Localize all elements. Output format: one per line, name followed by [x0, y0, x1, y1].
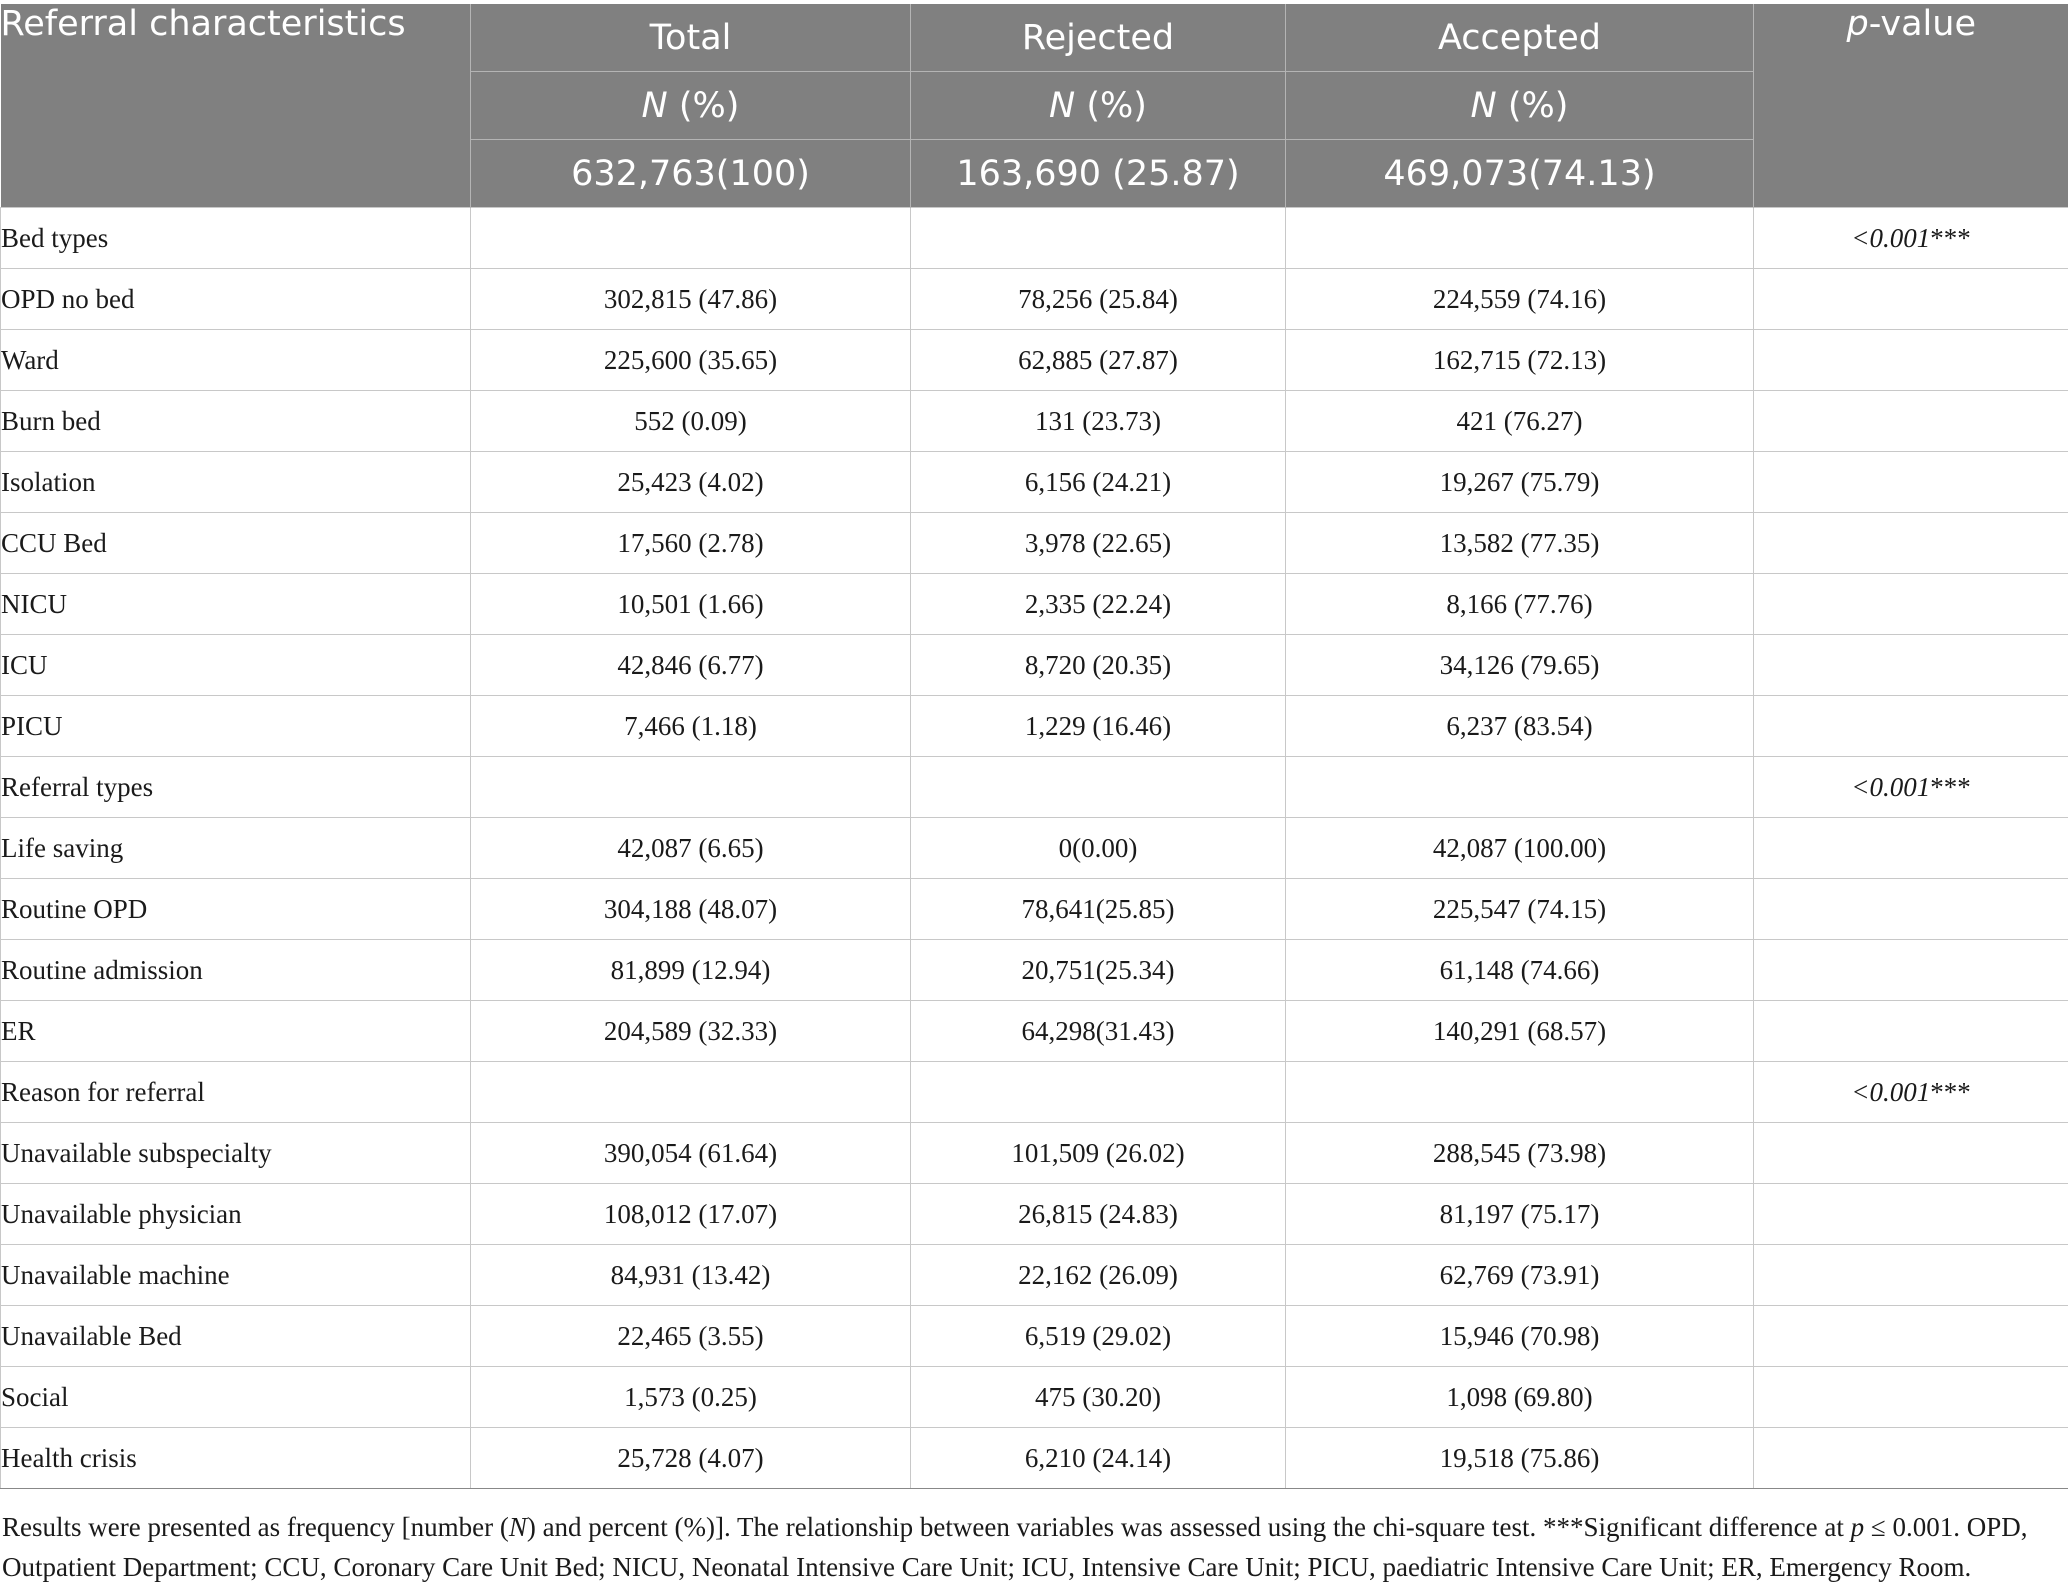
row-label: Unavailable Bed [1, 1306, 471, 1367]
cell-p-value [1754, 1245, 2068, 1306]
empty-cell [1286, 208, 1754, 269]
table-row [1, 818, 2068, 879]
cell-accepted: 19,518 (75.86) [1286, 1428, 1754, 1489]
row-label: Unavailable subspecialty [1, 1123, 471, 1184]
cell-accepted: 162,715 (72.13) [1286, 330, 1754, 391]
cell-p-value [1754, 269, 2068, 330]
table-row [1, 513, 2068, 574]
table-row [1, 635, 2068, 696]
header-accepted-n: N (%) [1286, 72, 1754, 140]
cell-rejected: 6,210 (24.14) [911, 1428, 1286, 1489]
table-body [1, 208, 2068, 1489]
cell-total: 42,087 (6.65) [471, 818, 911, 879]
empty-cell [1286, 757, 1754, 818]
cell-p-value [1754, 513, 2068, 574]
row-label: Social [1, 1367, 471, 1428]
empty-cell [911, 757, 1286, 818]
cell-total: 42,846 (6.77) [471, 635, 911, 696]
cell-p-value [1754, 696, 2068, 757]
cell-accepted: 140,291 (68.57) [1286, 1001, 1754, 1062]
row-label: Routine OPD [1, 879, 471, 940]
cell-p-value [1754, 940, 2068, 1001]
table-row [1, 452, 2068, 513]
cell-rejected: 78,256 (25.84) [911, 269, 1286, 330]
section-row [1, 757, 2068, 818]
cell-rejected: 62,885 (27.87) [911, 330, 1286, 391]
cell-p-value [1754, 574, 2068, 635]
cell-accepted: 15,946 (70.98) [1286, 1306, 1754, 1367]
cell-p-value [1754, 879, 2068, 940]
cell-p-value [1754, 1001, 2068, 1062]
cell-total: 304,188 (48.07) [471, 879, 911, 940]
cell-p-value [1754, 330, 2068, 391]
cell-rejected: 26,815 (24.83) [911, 1184, 1286, 1245]
row-label: ICU [1, 635, 471, 696]
row-label: CCU Bed [1, 513, 471, 574]
table-container [0, 4, 2068, 1587]
row-label: ER [1, 1001, 471, 1062]
cell-accepted: 61,148 (74.66) [1286, 940, 1754, 1001]
cell-total: 390,054 (61.64) [471, 1123, 911, 1184]
cell-total: 1,573 (0.25) [471, 1367, 911, 1428]
row-label: Routine admission [1, 940, 471, 1001]
empty-cell [471, 757, 911, 818]
cell-p-value [1754, 1184, 2068, 1245]
table-row [1, 1184, 2068, 1245]
cell-accepted: 421 (76.27) [1286, 391, 1754, 452]
cell-total: 108,012 (17.07) [471, 1184, 911, 1245]
cell-accepted: 81,197 (75.17) [1286, 1184, 1754, 1245]
cell-p-value [1754, 635, 2068, 696]
section-row [1, 1062, 2068, 1123]
cell-accepted: 62,769 (73.91) [1286, 1245, 1754, 1306]
section-row [1, 208, 2068, 269]
cell-total: 17,560 (2.78) [471, 513, 911, 574]
cell-total: 552 (0.09) [471, 391, 911, 452]
table-row [1, 330, 2068, 391]
cell-rejected: 2,335 (22.24) [911, 574, 1286, 635]
cell-accepted: 6,237 (83.54) [1286, 696, 1754, 757]
table-row [1, 269, 2068, 330]
section-p-value: <0.001*** [1754, 208, 2068, 269]
table-row [1, 1428, 2068, 1489]
cell-rejected: 6,156 (24.21) [911, 452, 1286, 513]
table-row [1, 1123, 2068, 1184]
cell-accepted: 8,166 (77.76) [1286, 574, 1754, 635]
header-referral-characteristics: Referral characteristics [1, 4, 471, 208]
section-p-value: <0.001*** [1754, 1062, 2068, 1123]
header-rejected-n: N (%) [911, 72, 1286, 140]
cell-p-value [1754, 391, 2068, 452]
cell-rejected: 3,978 (22.65) [911, 513, 1286, 574]
cell-rejected: 475 (30.20) [911, 1367, 1286, 1428]
cell-rejected: 131 (23.73) [911, 391, 1286, 452]
cell-total: 225,600 (35.65) [471, 330, 911, 391]
cell-p-value [1754, 818, 2068, 879]
row-label: Ward [1, 330, 471, 391]
table-row [1, 696, 2068, 757]
table-header [1, 4, 2068, 208]
cell-p-value [1754, 1367, 2068, 1428]
table-row [1, 1001, 2068, 1062]
cell-rejected: 64,298(31.43) [911, 1001, 1286, 1062]
table-row [1, 1245, 2068, 1306]
table-row [1, 1306, 2068, 1367]
cell-total: 81,899 (12.94) [471, 940, 911, 1001]
cell-rejected: 20,751(25.34) [911, 940, 1286, 1001]
row-label: Unavailable physician [1, 1184, 471, 1245]
cell-total: 25,728 (4.07) [471, 1428, 911, 1489]
cell-p-value [1754, 1428, 2068, 1489]
cell-accepted: 288,545 (73.98) [1286, 1123, 1754, 1184]
row-label: NICU [1, 574, 471, 635]
table-row [1, 940, 2068, 1001]
cell-total: 84,931 (13.42) [471, 1245, 911, 1306]
table-row [1, 1367, 2068, 1428]
row-label: PICU [1, 696, 471, 757]
header-rejected: Rejected [911, 4, 1286, 72]
cell-total: 22,465 (3.55) [471, 1306, 911, 1367]
cell-p-value [1754, 1123, 2068, 1184]
header-accepted-count: 469,073(74.13) [1286, 140, 1754, 208]
cell-accepted: 13,582 (77.35) [1286, 513, 1754, 574]
section-label: Bed types [1, 208, 471, 269]
section-label: Reason for referral [1, 1062, 471, 1123]
cell-total: 204,589 (32.33) [471, 1001, 911, 1062]
empty-cell [911, 208, 1286, 269]
table-row [1, 879, 2068, 940]
header-rejected-count: 163,690 (25.87) [911, 140, 1286, 208]
cell-rejected: 78,641(25.85) [911, 879, 1286, 940]
header-accepted: Accepted [1286, 4, 1754, 72]
empty-cell [471, 1062, 911, 1123]
cell-p-value [1754, 1306, 2068, 1367]
row-label: Isolation [1, 452, 471, 513]
cell-total: 302,815 (47.86) [471, 269, 911, 330]
cell-p-value [1754, 452, 2068, 513]
table-footnote: Results were presented as frequency [number (N) and percent (%)]. The relationship between variables was assessed using the chi-square test. ***Significant difference at p ≤ 0.001. OPD, Outpatient Department; CCU, Coronary Care Unit Bed; NICU, Neonatal Intensive Care Unit; ICU, Intensive Care Unit; PICU, paediatric Intensive Care Unit; ER, Emergency Room. [2, 1512, 2028, 1582]
cell-accepted: 224,559 (74.16) [1286, 269, 1754, 330]
cell-total: 7,466 (1.18) [471, 696, 911, 757]
row-label: Unavailable machine [1, 1245, 471, 1306]
header-total-n: N (%) [471, 72, 911, 140]
header-total-count: 632,763(100) [471, 140, 911, 208]
cell-total: 10,501 (1.66) [471, 574, 911, 635]
empty-cell [471, 208, 911, 269]
table-row [1, 391, 2068, 452]
cell-rejected: 6,519 (29.02) [911, 1306, 1286, 1367]
section-label: Referral types [1, 757, 471, 818]
cell-accepted: 1,098 (69.80) [1286, 1367, 1754, 1428]
row-label: Health crisis [1, 1428, 471, 1489]
header-total: Total [471, 4, 911, 72]
cell-total: 25,423 (4.02) [471, 452, 911, 513]
cell-accepted: 225,547 (74.15) [1286, 879, 1754, 940]
cell-rejected: 1,229 (16.46) [911, 696, 1286, 757]
cell-rejected: 101,509 (26.02) [911, 1123, 1286, 1184]
cell-rejected: 0(0.00) [911, 818, 1286, 879]
cell-accepted: 34,126 (79.65) [1286, 635, 1754, 696]
empty-cell [1286, 1062, 1754, 1123]
row-label: Life saving [1, 818, 471, 879]
table-row [1, 574, 2068, 635]
referral-table [0, 4, 2068, 1489]
cell-accepted: 42,087 (100.00) [1286, 818, 1754, 879]
row-label: OPD no bed [1, 269, 471, 330]
cell-rejected: 22,162 (26.09) [911, 1245, 1286, 1306]
section-p-value: <0.001*** [1754, 757, 2068, 818]
cell-rejected: 8,720 (20.35) [911, 635, 1286, 696]
empty-cell [911, 1062, 1286, 1123]
row-label: Burn bed [1, 391, 471, 452]
header-p-value: p-value [1754, 4, 2068, 208]
cell-accepted: 19,267 (75.79) [1286, 452, 1754, 513]
